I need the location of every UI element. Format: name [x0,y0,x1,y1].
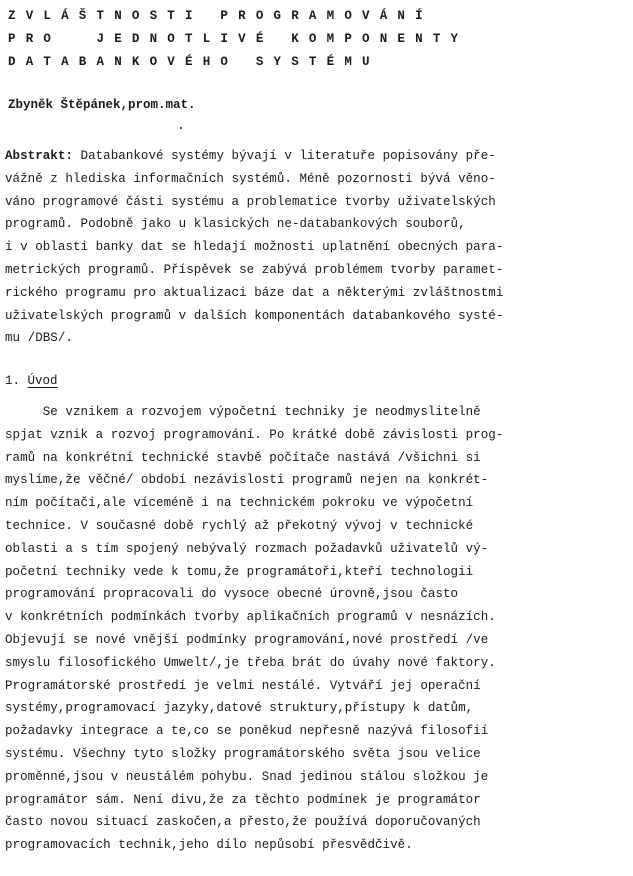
body-line: oblasti a s tím spojený nebývalý rozmach požadavků uživatelů vý- [5,541,489,556]
author: Zbyněk Štěpánek,prom.mat. [8,98,196,112]
body-line: programátor sám. Není divu,že za těchto podmínek je programátor [5,792,481,807]
section-number: 1. [5,374,28,388]
abstract-line: Abstrakt: Databankové systémy bývají v literatuře popisovány pře- [5,149,496,163]
scan-speck [180,127,182,129]
abstract-label: Abstrakt: [5,149,73,163]
abstract [5,145,630,350]
body-line: početní techniky vede k tomu,že programátoři,kteří technologii [5,564,474,579]
abstract-line: programů. Podobně jako u klasických ne-databankových souborů, [5,217,466,232]
body-line: systému. Všechny tyto složky programátorského světa jsou velice [5,746,481,761]
abstract-line: váno programové části systému a problematice tvorby uživatelských [5,194,496,209]
abstract-line: i v oblasti banky dat se hledají možnosti uplatnění obecných para- [5,240,504,255]
abstract-line: mu /DBS/. [5,331,73,346]
abstract-line: rického programu pro aktualizaci báze dat a některými zvláštnostmi [5,285,504,300]
body-line: programovacích technik,jeho dílo nepůsobí přesvědčivě. [5,838,413,853]
body-line: v konkrétních podmínkách tvorby aplikačních programů v nesnázích. [5,610,496,625]
body-line: Se vznikem a rozvojem výpočetní techniky je neodmyslitelně [5,405,481,419]
abstract-line: vážně z hlediska informačních systémů. Méně pozornosti bývá věno- [5,171,496,186]
section-title: Úvod [27,374,58,388]
title-line-3: DATABANKOVÉHO SYSTÉMU [8,55,380,69]
body-line: technice. V současné době rychlý až překotný vývoj v technické [5,518,474,533]
body-text [5,401,630,857]
section-heading [5,370,58,392]
body-line: smyslu filosofického Umwelt/,je třeba brát do úvahy nové faktory. [5,655,496,670]
body-line: systémy,programovací jazyky,datové struktury,přístupy k datům, [5,701,474,716]
title-line-1: ZVLÁŠTNOSTI PROGRAMOVÁNÍ [8,9,433,23]
body-line: programování propracovali do vysoce obecné úrovně,jsou často [5,587,459,602]
body-line: ním počítači,ale víceméně i na technickém pokroku ve výpočetní [5,496,474,511]
body-line: Programátorské prostředí je velmi nestálé. Vytváří jej operační [5,678,481,693]
body-line: Objevují se nové vnější podmínky programování,nové prostředí /ve [5,632,489,647]
abstract-line: metrických programů. Příspěvek se zabývá problémem tvorby paramet- [5,262,504,277]
title-line-2: PRO JEDNOTLIVÉ KOMPONENTY [8,32,469,46]
body-line: proměnné,jsou v neustálém pohybu. Snad jedinou stálou složkou je [5,769,489,784]
body-line: myslíme,že věčné/ období nezávislosti programů nejen na konkrét- [5,473,489,488]
body-line: ramů na konkrétní technické stavbě počítače nastává /všichni si [5,450,481,465]
body-line: často novou situací zaskočen,a přesto,že používá doporučovaných [5,815,481,830]
body-line: spjat vznik a rozvoj programování. Po krátké době závislosti prog- [5,427,504,442]
abstract-line: uživatelských programů v dalších komponentách databankového systé- [5,308,504,323]
body-line: požadavky integrace a te,co se poněkud nepřesně nazývá filosofií [5,724,489,739]
